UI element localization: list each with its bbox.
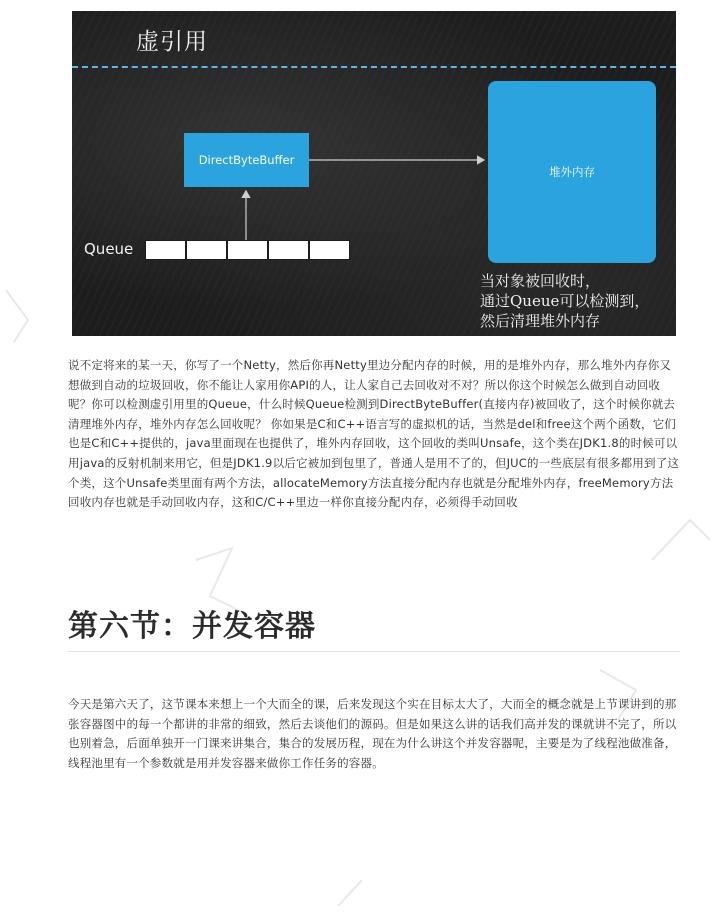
queue-cells: [145, 240, 350, 260]
off-heap-memory-box: [488, 81, 656, 263]
slide-caption: [480, 271, 670, 331]
queue-cell: [309, 240, 350, 260]
caption-line: 然后清理堆外内存: [480, 312, 601, 330]
slide-image: [72, 11, 676, 336]
off-heap-memory-label: 堆外内存: [549, 165, 595, 179]
queue-cell: [227, 240, 268, 260]
queue-cell: [186, 240, 227, 260]
caption-line: 通过Queue可以检测到，: [480, 292, 650, 310]
direct-byte-buffer-box: [184, 133, 309, 187]
caption-line: 当对象被回收时，: [480, 272, 601, 290]
body-paragraph: 今天是第六天了，这节课本来想上一个大而全的课，后来发现这个实在目标太大了，大而全的概念就是上节课讲到的那张容器图中的每一个都讲的非常的细致，然后去谈他们的源码。但是如果这么讲的话我们高并发的课就讲不完了，所以也别着急，后面单独开一门课来讲集合，集合的发展历程，现在为什么讲这个并发容器呢，主要是为了线程池做准备，线程池里有一个参数就是用并发容器来做你工作任务的容器。: [68, 697, 677, 770]
heading-divider: [68, 651, 680, 652]
queue-cell: [145, 240, 186, 260]
direct-byte-buffer-label: DirectByteBuffer: [198, 153, 295, 167]
queue-cell: [268, 240, 309, 260]
section-heading: 第六节：并发容器: [68, 609, 316, 644]
body-paragraph: 说不定将来的某一天，你写了一个Netty，然后你再Netty里边分配内存的时候，用的是堆外内存，那么堆外内存你又想做到自动的垃圾回收，你不能让人家用你API的人，让人家自己去回收对不对？所以你这个时候怎么做到自动回收呢？你可以检测虚引用里的Queue，什么时候Queue检测到DirectByteBuffer(直接内存)被回收了，这个时候你就去清理堆外内存，堆外内存怎么回收呢？ 你如果是C和C++语言写的虚拟机的话，当然是del和free这个两个函数，它们也是C和C++提供的，java里面现在也提供了，堆外内存回收，这个回收的类叫Unsafe，这个类在JDK1.8的时候可以用java的反射机制来用它，但是JDK1.9以后它被加到包里了，普通人是用不了的，但JUC的一些底层有很多都用到了这个类，这个Unsafe类里面有两个方法，allocateMemory方法直接分配内存也就是分配堆外内存，freeMemory方法回收内存也就是手动回收内存，这和C/C++里边一样你直接分配内存，必须得手动回收: [68, 358, 680, 510]
queue-label: Queue: [84, 240, 134, 258]
slide-title: 虚引用: [136, 29, 208, 55]
